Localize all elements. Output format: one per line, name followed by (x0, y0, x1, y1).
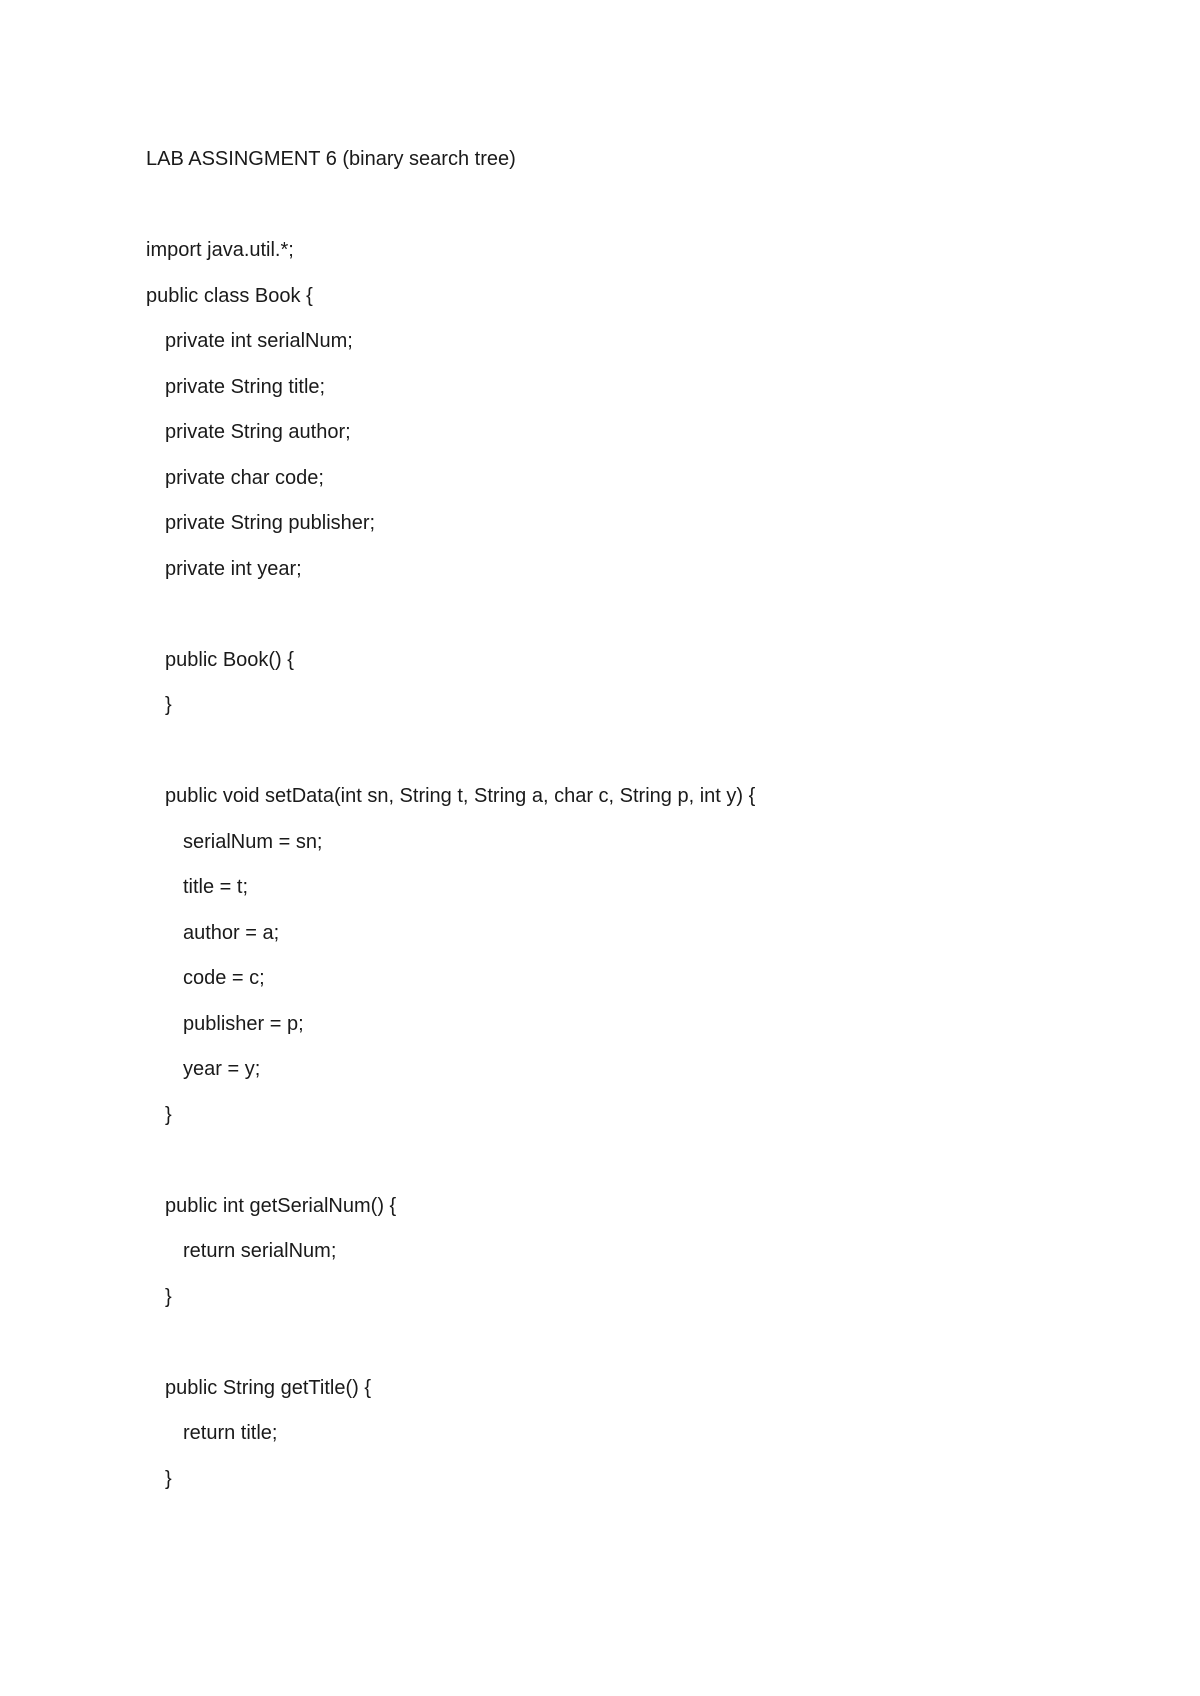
code-line-constructor-close: } (165, 694, 172, 716)
code-line-import: import java.util.*; (146, 239, 294, 261)
code-line-field-year: private int year; (165, 557, 302, 580)
code-line-assign-publisher: publisher = p; (183, 1012, 304, 1035)
code-line-assign-year: year = y; (183, 1058, 261, 1080)
code-line-return-serialnum: return serialNum; (183, 1240, 337, 1262)
code-line-field-publisher: private String publisher; (165, 512, 376, 534)
code-line-assign-author: author = a; (183, 921, 280, 944)
code-line-assign-serialnum: serialNum = sn; (183, 830, 323, 853)
code-line-getserialnum-signature: public int getSerialNum() { (165, 1194, 397, 1217)
code-line-setdata-signature: public void setData(int sn, String t, String a, char c, String p, int y) { (165, 785, 756, 807)
code-line-field-serialnum: private int serialNum; (165, 330, 353, 352)
blank-line (146, 600, 1146, 646)
code-line-gettitle-close: } (165, 1467, 172, 1490)
blank-line (146, 191, 1146, 237)
code-line-constructor: public Book() { (165, 648, 294, 671)
code-line-assign-title: title = t; (183, 876, 249, 898)
code-line-gettitle-signature: public String getTitle() { (165, 1376, 372, 1399)
code-line-field-code: private char code; (165, 466, 324, 489)
blank-line (146, 1328, 1146, 1374)
blank-line (146, 1146, 1146, 1192)
document-title: LAB ASSINGMENT 6 (binary search tree) (146, 148, 516, 170)
code-line-setdata-close: } (165, 1103, 172, 1126)
blank-line (146, 737, 1146, 783)
code-line-getserialnum-close: } (165, 1285, 172, 1308)
code-line-field-title: private String title; (165, 375, 326, 398)
code-line-field-author: private String author; (165, 421, 351, 443)
document-page (146, 145, 1146, 1510)
code-line-class-declaration: public class Book { (146, 284, 313, 307)
code-line-return-title: return title; (183, 1422, 278, 1444)
code-line-assign-code: code = c; (183, 967, 265, 989)
